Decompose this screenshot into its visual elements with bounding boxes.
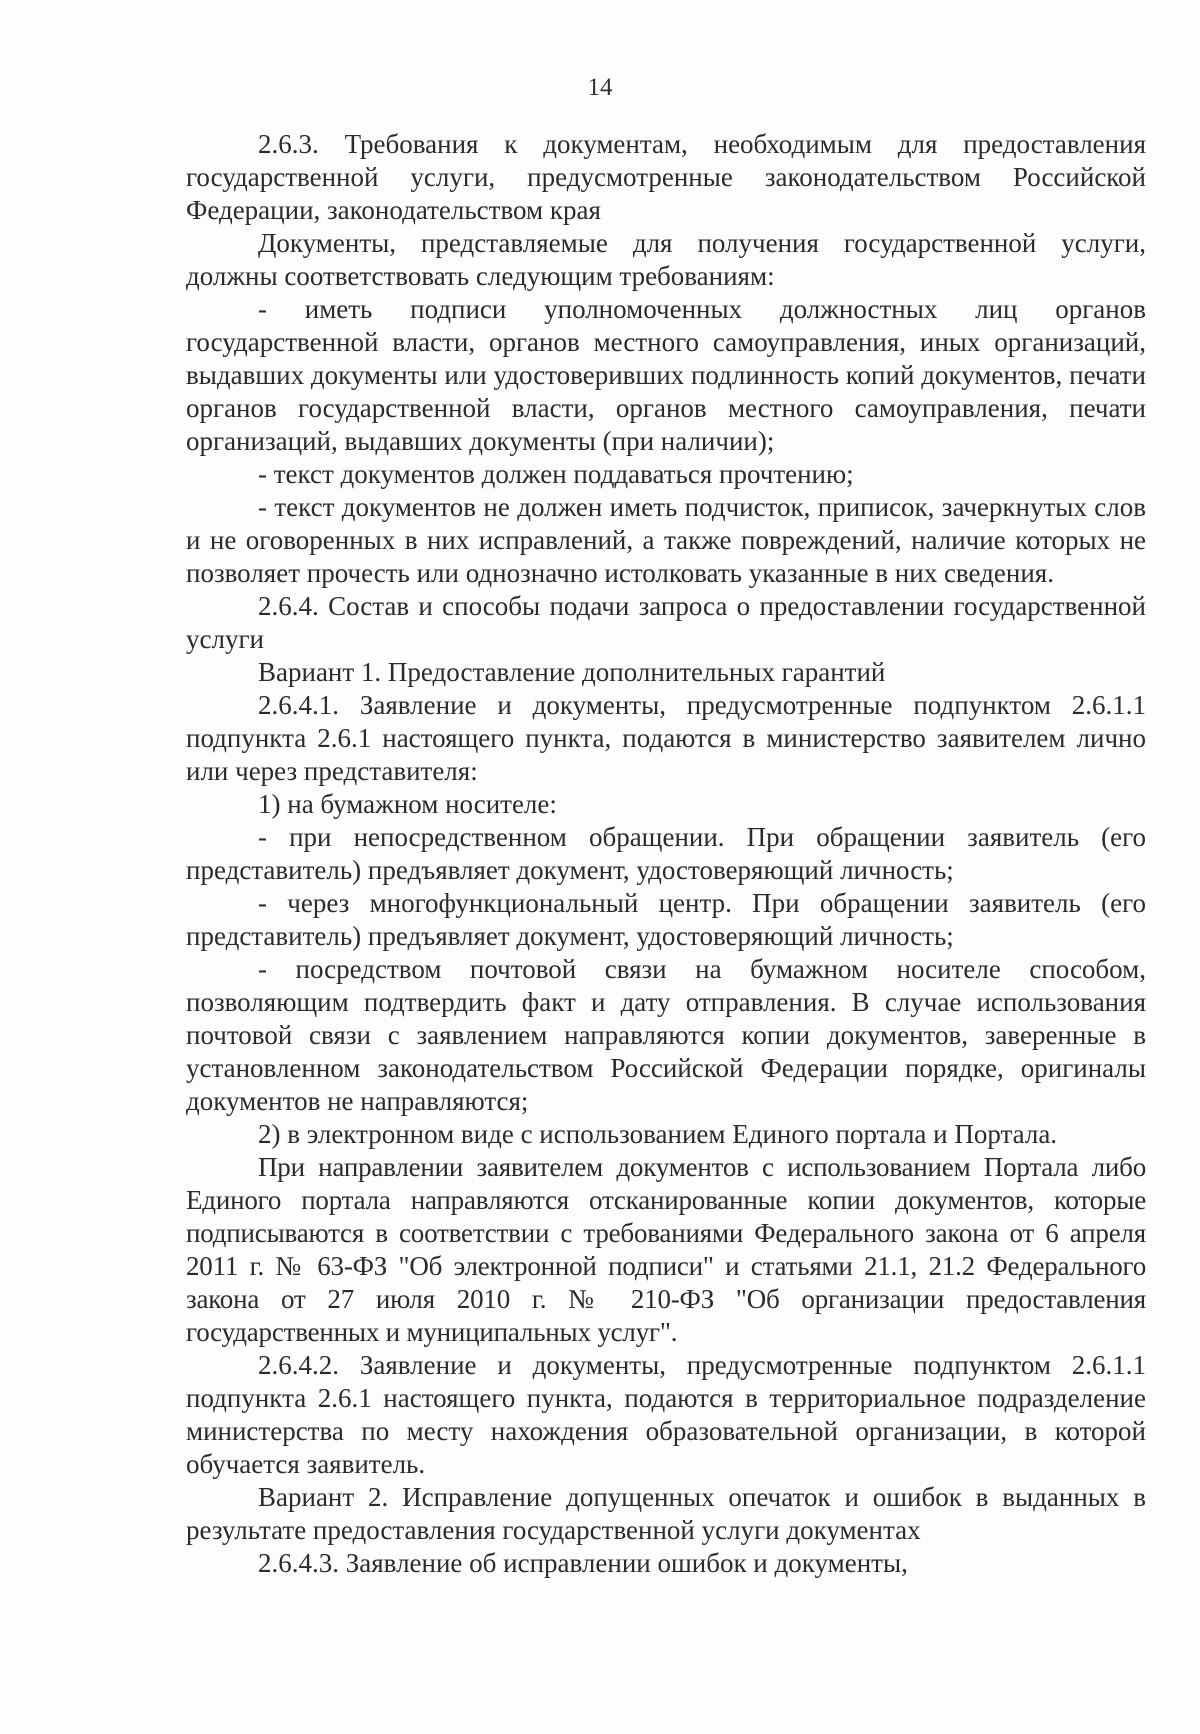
paragraph-requirement-readable: - текст документов должен поддаваться прочтению; [258,459,854,489]
paragraph-paper-carrier: 1) на бумажном носителе: [258,789,557,819]
page-number: 14 [587,74,613,101]
paragraph-requirement-no-corrections: - текст документов не должен иметь подчисток, приписок, зачеркнутых слов и не оговоренных в них исправлений, а также повреждений, наличие которых не позволяет прочесть или однозначно истолковать указанные в них сведения. [186,492,1146,588]
paragraph-requirements-intro: Документы, представляемые для получения государственной услуги, должны соответствовать следующим требованиям: [186,228,1146,291]
paragraph-2-6-4: 2.6.4. Состав и способы подачи запроса о предоставлении государственной услуги [186,591,1146,654]
paragraph-2-6-4-2: 2.6.4.2. Заявление и документы, предусмотренные подпунктом 2.6.1.1 подпункта 2.6.1 настоящего пункта, подаются в территориальное подразделение министерства по месту нахождения образовательной организации, в которой обучается заявитель. [186,1350,1146,1479]
paragraph-mfc: - через многофункциональный центр. При обращении заявитель (его представитель) предъявляет документ, удостоверяющий личность; [186,888,1146,951]
paragraph-variant-1: Вариант 1. Предоставление дополнительных гарантий [258,657,886,687]
paragraph-2-6-3: 2.6.3. Требования к документам, необходимым для предоставления государственной услуги, предусмотренные законодательством Российской Федерации, законодательством края [186,129,1146,225]
paragraph-2-6-4-3: 2.6.4.3. Заявление об исправлении ошибок и документы, [258,1548,908,1578]
paragraph-requirement-signatures: - иметь подписи уполномоченных должностных лиц органов государственной власти, органов местного самоуправления, иных организаций, выдавших документы или удостоверивших подлинность копий документов, печати органов государственной власти, органов местного самоуправления, печати организаций, выдавших документы (при наличии); [186,294,1146,456]
paragraph-2-6-4-1: 2.6.4.1. Заявление и документы, предусмотренные подпунктом 2.6.1.1 подпункта 2.6.1 настоящего пункта, подаются в министерство заявителем лично или через представителя: [186,690,1146,786]
paragraph-electronic: 2) в электронном виде с использованием Единого портала и Портала. [258,1119,1058,1149]
paragraph-direct-appeal: - при непосредственном обращении. При обращении заявитель (его представитель) предъявляет документ, удостоверяющий личность; [186,822,1146,885]
paragraph-portal-submission: При направлении заявителем документов с использованием Портала либо Единого портала направляются отсканированные копии документов, которые подписываются в соответствии с требованиями Федерального закона от 6 апреля 2011 г. № 63-ФЗ "Об электронной подписи" и статьями 21.1, 21.2 Федерального закона от 27 июля 2010 г. № 210-ФЗ "Об организации предоставления государственных и муниципальных услуг". [186,1152,1146,1347]
paragraph-postal: - посредством почтовой связи на бумажном носителе способом, позволяющим подтвердить факт и дату отправления. В случае использования почтовой связи с заявлением направляются копии документов, заверенные в установленном законодательством Российской Федерации порядке, оригиналы документов не направляются; [186,954,1146,1116]
paragraph-variant-2: Вариант 2. Исправление допущенных опечаток и ошибок в выданных в результате предоставления государственной услуги документах [186,1482,1146,1545]
document-body [186,128,1146,1580]
